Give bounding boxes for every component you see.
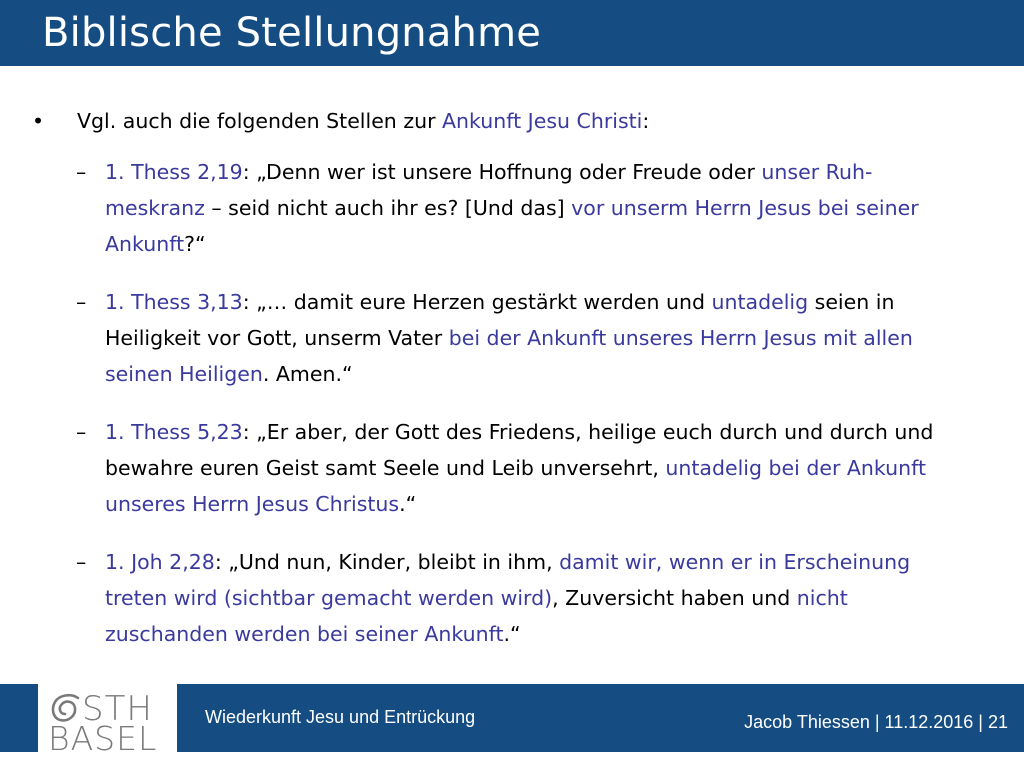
footer-topic: Wiederkunft Jesu und Entrückung bbox=[205, 707, 476, 727]
highlighted-text: 1. Thess 2,19 bbox=[105, 160, 243, 184]
bullet-text: Vgl. auch die folgenden Stellen zur bbox=[77, 109, 443, 133]
highlighted-text: untadelig bei der Ankunft bbox=[665, 456, 927, 480]
plain-text: seien in bbox=[808, 290, 895, 314]
main-bullet bbox=[32, 106, 649, 136]
highlighted-text: unseres Herrn Jesus Christus bbox=[105, 492, 400, 516]
highlighted-text: treten wird (sichtbar gemacht werden wird) bbox=[105, 586, 553, 610]
highlighted-text: 1. Thess 3,13 bbox=[105, 290, 243, 314]
dash-marker: – bbox=[76, 160, 87, 184]
highlighted-text: nicht bbox=[796, 586, 848, 610]
dash-marker: – bbox=[76, 290, 87, 314]
slide-title: Biblische Stellungnahme bbox=[42, 10, 542, 56]
bullet-symbol: • bbox=[32, 109, 45, 133]
scripture-line bbox=[105, 190, 995, 226]
scripture-line bbox=[105, 284, 995, 320]
dash-marker: – bbox=[76, 550, 87, 574]
scripture-text bbox=[105, 284, 995, 392]
plain-text: ?“ bbox=[184, 232, 206, 256]
highlighted-text: 1. Joh 2,28 bbox=[105, 550, 215, 574]
scripture-line bbox=[105, 486, 995, 522]
dash-marker: – bbox=[76, 420, 87, 444]
scripture-line bbox=[105, 320, 995, 356]
plain-text: Heiligkeit vor Gott, unserm Vater bbox=[105, 326, 449, 350]
logo-line1: STH bbox=[82, 689, 153, 729]
plain-text: : „Und nun, Kinder, bleibt in ihm, bbox=[214, 550, 560, 574]
scripture-line bbox=[105, 226, 995, 262]
highlighted-text: damit wir, wenn er in Erscheinung bbox=[559, 550, 911, 574]
bullet-highlight: Ankunft Jesu Christi bbox=[442, 109, 643, 133]
plain-text: .“ bbox=[399, 492, 417, 516]
scripture-line bbox=[105, 580, 995, 616]
plain-text: .“ bbox=[503, 622, 521, 646]
highlighted-text: unser Ruh- bbox=[761, 160, 873, 184]
scripture-line bbox=[105, 154, 995, 190]
plain-text: . Amen.“ bbox=[262, 362, 353, 386]
logo-graphic bbox=[38, 684, 177, 752]
highlighted-text: bei der Ankunft unseres Herrn Jesus mit allen bbox=[448, 326, 913, 350]
scripture-line bbox=[105, 356, 995, 392]
highlighted-text: seinen Heiligen bbox=[105, 362, 263, 386]
plain-text: – seid nicht auch ihr es? [Und das] bbox=[204, 196, 572, 220]
scripture-line bbox=[105, 616, 995, 652]
sth-basel-logo bbox=[38, 684, 177, 752]
highlighted-text: vor unserm Herrn Jesus bei seiner bbox=[571, 196, 919, 220]
footer-meta: Jacob Thiessen | 11.12.2016 | 21 bbox=[744, 712, 1008, 732]
scripture-text bbox=[105, 414, 995, 522]
logo-spiral-icon bbox=[53, 695, 78, 720]
bullet-text-end: : bbox=[642, 109, 650, 133]
scripture-text bbox=[105, 544, 995, 652]
plain-text: : „Denn wer ist unsere Hoffnung oder Freude oder bbox=[242, 160, 762, 184]
scripture-line bbox=[105, 414, 995, 450]
plain-text: : „Er aber, der Gott des Friedens, heilige euch durch und durch und bbox=[242, 420, 934, 444]
scripture-text bbox=[105, 154, 995, 262]
plain-text: , Zuversicht haben und bbox=[552, 586, 797, 610]
logo-line2: BASEL bbox=[48, 719, 158, 752]
highlighted-text: untadelig bbox=[711, 290, 809, 314]
plain-text: bewahre euren Geist samt Seele und Leib unversehrt, bbox=[105, 456, 666, 480]
scripture-line bbox=[105, 450, 995, 486]
highlighted-text: zuschanden werden bei seiner Ankunft bbox=[105, 622, 504, 646]
footer-left-bar bbox=[0, 684, 38, 752]
highlighted-text: Ankunft bbox=[105, 232, 185, 256]
scripture-line bbox=[105, 544, 995, 580]
highlighted-text: meskranz bbox=[105, 196, 205, 220]
plain-text: : „… damit eure Herzen gestärkt werden und bbox=[242, 290, 712, 314]
highlighted-text: 1. Thess 5,23 bbox=[105, 420, 243, 444]
